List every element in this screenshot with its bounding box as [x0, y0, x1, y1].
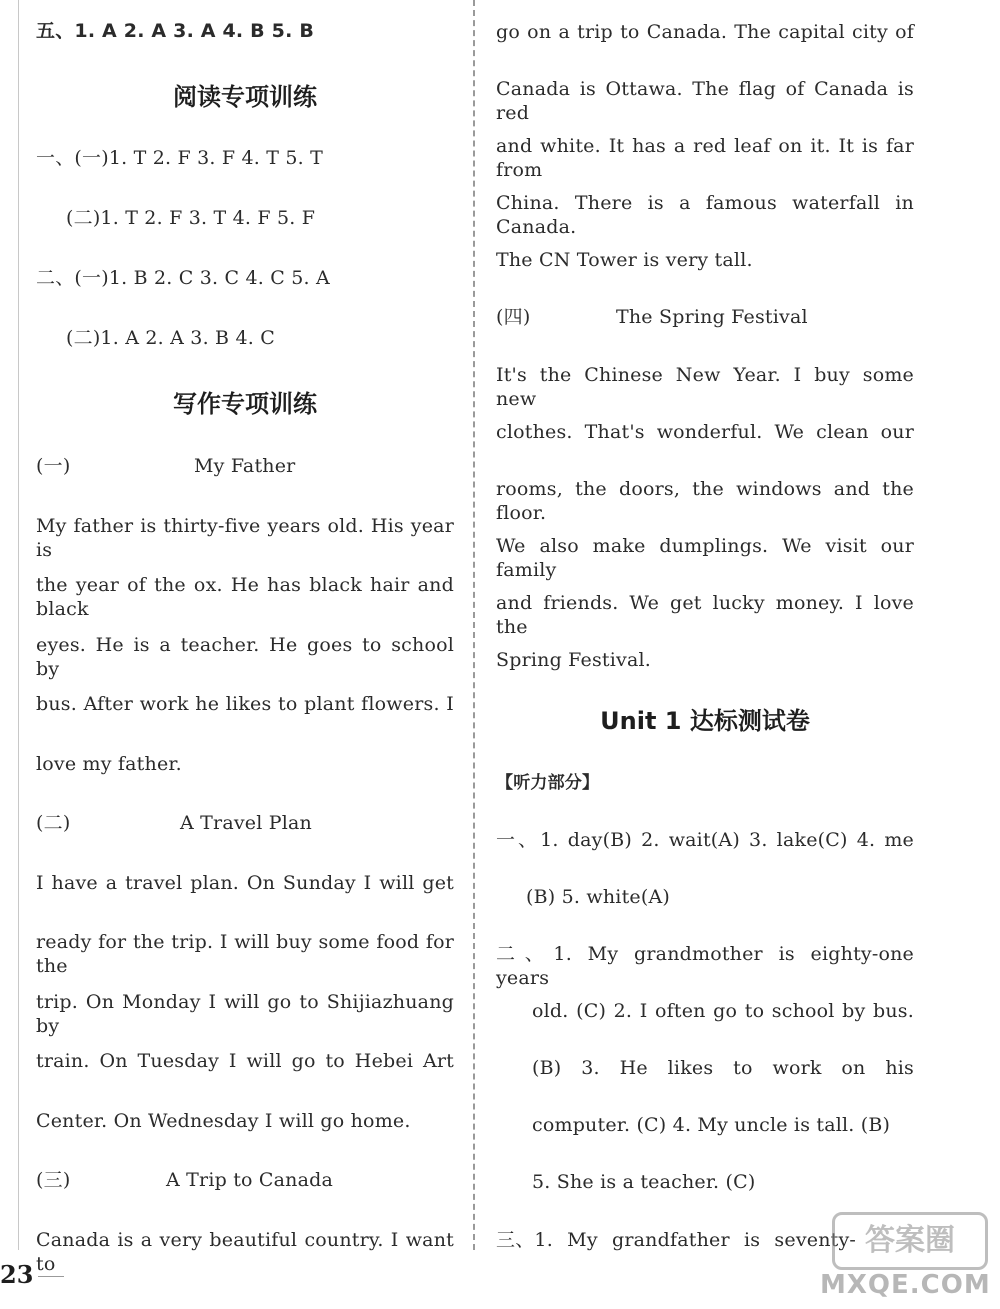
essay4-line: It's the Chinese New Year. I buy some new [496, 364, 914, 410]
essay2-title: A Travel Plan [180, 812, 312, 834]
essay1-line: bus. After work he likes to plant flowers. I [36, 693, 454, 715]
essay1-line: My father is thirty-five years old. His year is [36, 515, 454, 561]
essay2-line: train. On Tuesday I will go to Hebei Art [36, 1050, 454, 1072]
essay3-line: and white. It has a red leaf on it. It is far from [496, 135, 914, 181]
reading-answers-1a: 一、(一)1. T 2. F 3. F 4. T 5. T [36, 147, 324, 169]
writing-heading: 写作专项训练 [173, 390, 317, 418]
watermark-site: MXQE.COM [820, 1270, 991, 1300]
essay1-line: the year of the ox. He has black hair and black [36, 574, 454, 620]
page-number-dash [38, 1276, 64, 1277]
essay2-title-line [36, 811, 312, 835]
listening-answers-2c: (B) 3. He likes to work on his [532, 1057, 914, 1079]
listening-answers-3a: 三、1. My grandfather is seventy- [496, 1229, 857, 1251]
unit-heading: Unit 1 达标测试卷 [600, 707, 810, 735]
essay2-line: I have a travel plan. On Sunday I will get [36, 872, 454, 894]
column-divider [473, 0, 475, 1250]
essay1-line: eyes. He is a teacher. He goes to school by [36, 634, 454, 680]
essay1-title-line [36, 454, 295, 478]
essay4-line: rooms, the doors, the windows and the floor. [496, 478, 914, 524]
essay3-line: Canada is a very beautiful country. I want to [36, 1229, 454, 1275]
listening-answers-1b: (B) 5. white(A) [526, 886, 670, 908]
essay2-line: trip. On Monday I will go to Shijiazhuang by [36, 991, 454, 1037]
listening-answers-2b: old. (C) 2. I often go to school by bus. [532, 1000, 914, 1022]
reading-answers-2a: 二、(一)1. B 2. C 3. C 4. C 5. A [36, 267, 330, 289]
page-edge-line [18, 0, 19, 1250]
reading-answers-2b: (二)1. A 2. A 3. B 4. C [66, 327, 275, 349]
essay4-number: (四) [496, 306, 531, 328]
essay3-title-line [36, 1168, 333, 1192]
essay4-line: We also make dumplings. We visit our family [496, 535, 914, 581]
listening-label: 【听力部分】 [496, 773, 600, 793]
essay4-line: Spring Festival. [496, 649, 652, 671]
essay2-line: Center. On Wednesday I will go home. [36, 1110, 411, 1132]
essay3-line: go on a trip to Canada. The capital city of [496, 21, 914, 43]
essay3-line: The CN Tower is very tall. [496, 249, 753, 271]
essay1-line: love my father. [36, 753, 182, 775]
essay1-title: My Father [194, 455, 296, 477]
essay1-number: (一) [36, 455, 71, 477]
essay4-title: The Spring Festival [616, 306, 808, 328]
listening-answers-2e: 5. She is a teacher. (C) [532, 1171, 756, 1193]
answers-five: 五、1. A 2. A 3. A 4. B 5. B [36, 20, 315, 42]
essay3-number: (三) [36, 1169, 71, 1191]
essay4-title-line [496, 305, 808, 329]
essay4-line: clothes. That's wonderful. We clean our [496, 421, 914, 443]
essay2-number: (二) [36, 812, 71, 834]
page-number: 23 [0, 1260, 34, 1289]
reading-answers-1b: (二)1. T 2. F 3. T 4. F 5. F [66, 207, 316, 229]
essay2-line: ready for the trip. I will buy some food for the [36, 931, 454, 977]
listening-answers-2a: 二、1. My grandmother is eighty-one years [496, 943, 914, 989]
essay4-line: and friends. We get lucky money. I love the [496, 592, 914, 638]
essay3-line: China. There is a famous waterfall in Canada. [496, 192, 914, 238]
reading-heading: 阅读专项训练 [173, 83, 317, 111]
watermark-logo: 答案圈 [832, 1212, 988, 1270]
listening-answers-2d: computer. (C) 4. My uncle is tall. (B) [532, 1114, 891, 1136]
watermark [812, 1210, 991, 1302]
essay3-line: Canada is Ottawa. The flag of Canada is red [496, 78, 914, 124]
listening-answers-1a: 一、1. day(B) 2. wait(A) 3. lake(C) 4. me [496, 829, 914, 851]
essay3-title: A Trip to Canada [166, 1169, 334, 1191]
